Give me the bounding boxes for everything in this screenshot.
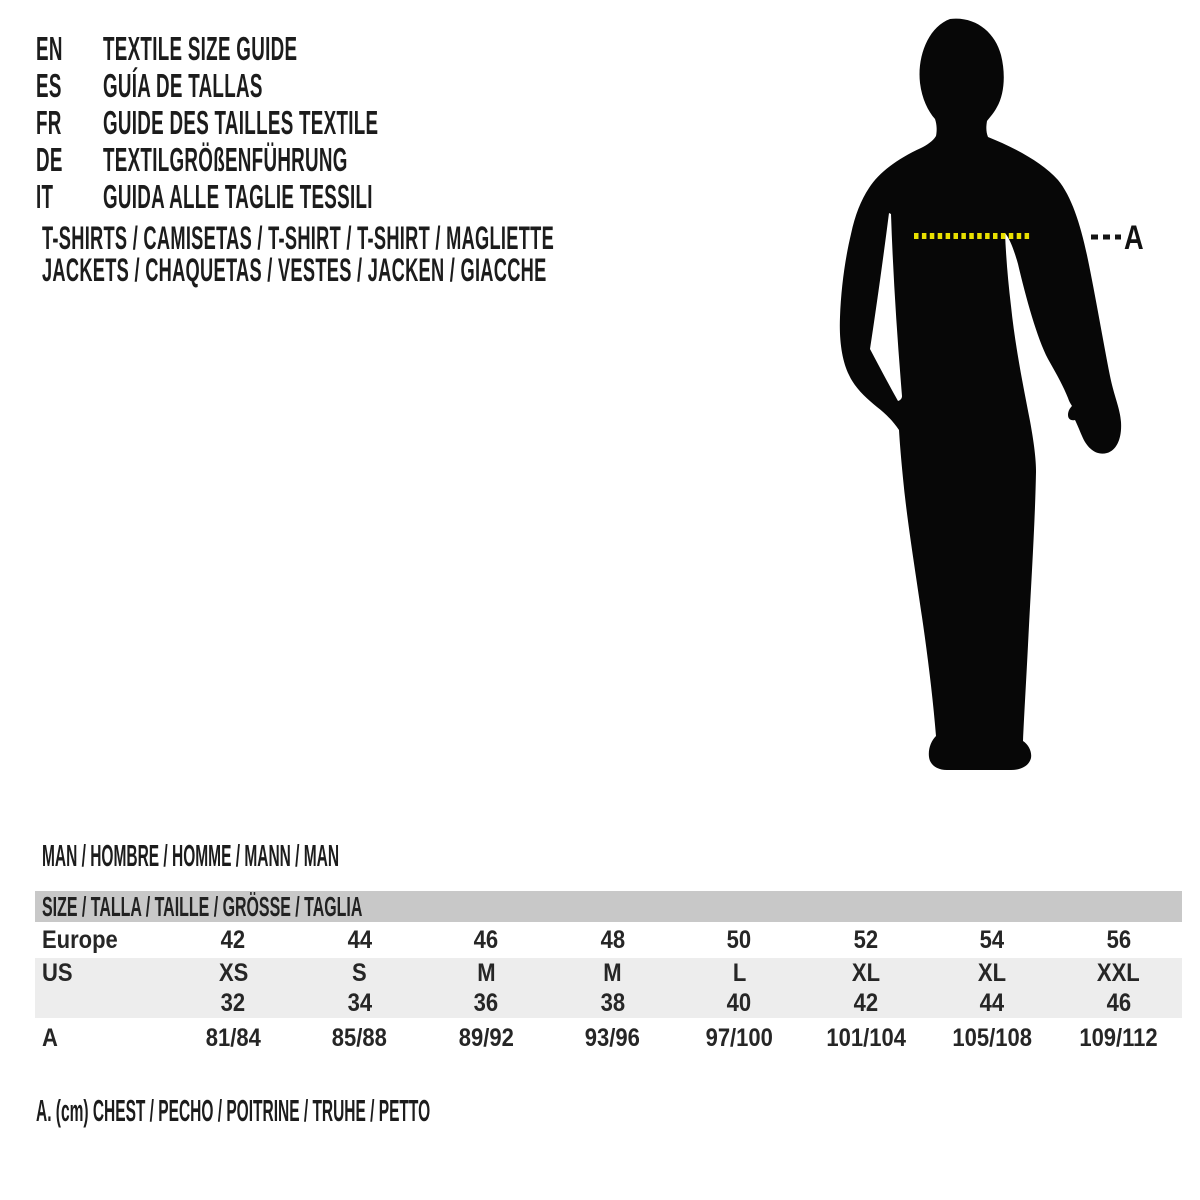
row-values — [170, 959, 1182, 988]
table-row — [35, 1018, 1182, 1058]
language-code: DE — [36, 140, 63, 178]
size-value-cell: XXL — [1097, 958, 1141, 987]
language-title: GUÍA DE TALLAS — [103, 66, 263, 104]
size-value-cell: 85/88 — [332, 1023, 388, 1052]
size-value-cell: 44 — [980, 988, 1005, 1017]
size-value-cell: 46 — [474, 925, 499, 954]
size-value-cell: S — [352, 958, 368, 987]
size-value-cell: 42 — [853, 988, 878, 1017]
size-value-cell: XL — [978, 958, 1007, 987]
size-value-cell: 109/112 — [1079, 1023, 1158, 1052]
row-values — [170, 1024, 1182, 1053]
row-label-cell: Europe — [42, 925, 118, 954]
size-value-cell: 56 — [1106, 925, 1131, 954]
size-table — [35, 891, 1182, 1058]
row-label-cell: A — [42, 1023, 58, 1052]
size-value-cell: 40 — [727, 988, 752, 1017]
size-value-cell: 32 — [221, 988, 246, 1017]
size-value-cell: 36 — [474, 988, 499, 1017]
table-header-band — [35, 891, 1182, 922]
size-value-cell: 93/96 — [585, 1023, 641, 1052]
size-value-cell: 101/104 — [825, 1023, 906, 1052]
language-title: GUIDA ALLE TAGLIE TESSILI — [103, 177, 373, 215]
row-label-cell — [35, 989, 170, 1018]
size-value-cell: 50 — [727, 925, 752, 954]
table-row — [35, 988, 1182, 1018]
table-row — [35, 958, 1182, 988]
row-values — [170, 926, 1182, 955]
product-line-text: JACKETS / CHAQUETAS / VESTES / JACKEN / GIACCHE — [42, 251, 547, 288]
table-header-text: SIZE / TALLA / TAILLE / GRÖSSE / TAGLIA — [42, 890, 363, 922]
row-label-cell: US — [42, 958, 73, 987]
size-value-cell: XL — [851, 958, 880, 987]
section-title — [42, 838, 636, 873]
man-silhouette-icon — [840, 19, 1121, 770]
size-value-cell: 52 — [853, 925, 878, 954]
section-title-text: MAN / HOMBRE / HOMME / MANN / MAN — [42, 838, 340, 873]
measure-label-a: A — [1124, 218, 1144, 257]
size-value-cell: L — [732, 958, 746, 987]
table-row — [35, 922, 1182, 958]
size-value-cell: 105/108 — [952, 1023, 1033, 1052]
language-code: ES — [36, 66, 62, 104]
size-value-cell: 44 — [347, 925, 372, 954]
size-value-cell: M — [477, 958, 496, 987]
language-code: IT — [36, 177, 54, 215]
size-value-cell: XS — [218, 958, 248, 987]
size-value-cell: 38 — [600, 988, 625, 1017]
measurement-footnote — [36, 1093, 824, 1128]
size-value-cell: 34 — [347, 988, 372, 1017]
measurement-footnote-text: A. (cm) CHEST / PECHO / POITRINE / TRUHE / PETTO — [36, 1093, 431, 1128]
product-line-text: T-SHIRTS / CAMISETAS / T-SHIRT / T-SHIRT / MAGLIETTE — [42, 219, 555, 256]
table-rows — [35, 922, 1182, 1058]
language-code: FR — [36, 103, 62, 141]
language-title: TEXTILE SIZE GUIDE — [103, 29, 298, 67]
size-value-cell: M — [603, 958, 622, 987]
size-value-cell: 97/100 — [705, 1023, 773, 1052]
language-title: TEXTILGRÖßENFÜHRUNG — [103, 140, 348, 178]
row-values — [170, 989, 1182, 1018]
size-value-cell: 81/84 — [205, 1023, 261, 1052]
size-value-cell: 48 — [600, 925, 625, 954]
language-code: EN — [36, 29, 63, 67]
size-value-cell: 46 — [1106, 988, 1131, 1017]
size-value-cell: 54 — [980, 925, 1005, 954]
size-value-cell: 89/92 — [458, 1023, 514, 1052]
size-value-cell: 42 — [221, 925, 246, 954]
language-title: GUIDE DES TAILLES TEXTILE — [103, 103, 379, 141]
